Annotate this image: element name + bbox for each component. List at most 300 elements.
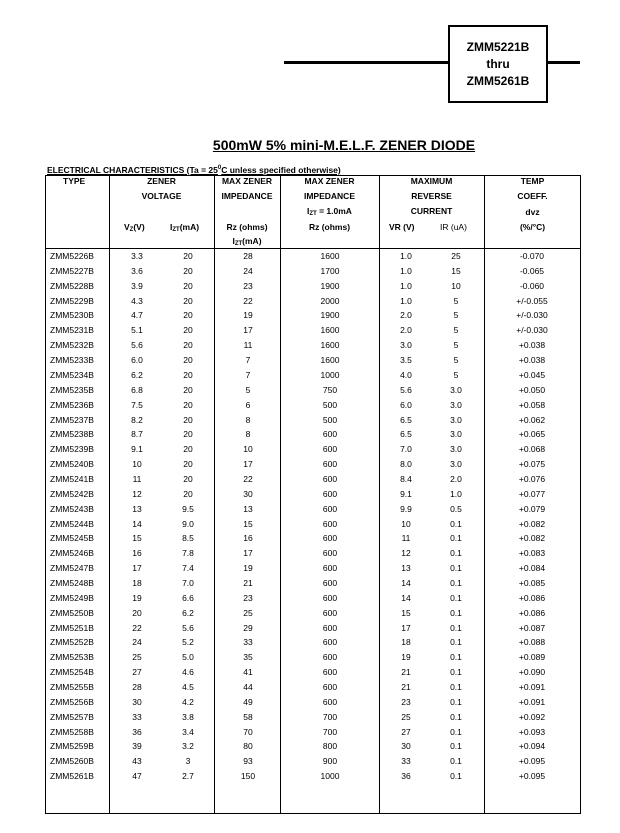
header-rule-left: [284, 61, 448, 64]
cell-vr: 11: [401, 533, 411, 544]
cell-tc: +0.076: [518, 473, 546, 484]
cell-vz: 9.1: [131, 444, 143, 455]
cell-vz: 12: [132, 488, 142, 499]
cell-rz1: 80: [243, 741, 253, 752]
cell-vz: 28: [132, 681, 142, 692]
cell-type: ZMM5235B: [50, 384, 94, 395]
cell-vz: 36: [132, 726, 142, 737]
cell-izt: 20: [183, 444, 193, 455]
cell-rz2: 600: [322, 533, 338, 544]
cell-izt: 7.4: [182, 563, 194, 574]
cell-vr: 36: [401, 771, 411, 782]
cell-rz2: 1600: [320, 355, 340, 365]
cell-ir: 5: [453, 310, 459, 321]
cell-izt: 8.5: [182, 533, 194, 544]
cell-vr: 18: [401, 637, 411, 648]
col-header-temp-l4: (%/°C): [519, 222, 546, 232]
cell-type: ZMM5261B: [50, 771, 94, 782]
col-header-rz2: Rz (ohms): [308, 222, 351, 232]
cell-izt: 20: [183, 399, 193, 410]
cell-rz2: 600: [322, 563, 338, 574]
cell-tc: +0.092: [518, 711, 546, 722]
cell-rz2: 600: [322, 548, 338, 559]
cell-tc: -0.065: [519, 265, 545, 276]
col-divider: [214, 175, 215, 814]
cell-ir: 0.1: [450, 756, 462, 767]
cell-vr: 13: [401, 563, 411, 574]
cell-vz: 43: [132, 756, 142, 767]
cell-rz2: 1000: [320, 369, 340, 380]
cell-type: ZMM5255B: [50, 681, 94, 692]
cell-tc: -0.070: [519, 251, 545, 261]
cell-vr: 25: [401, 711, 411, 722]
cell-tc: +0.087: [518, 622, 546, 633]
cell-vz: 4.7: [131, 310, 143, 321]
cell-rz1: 25: [243, 607, 253, 618]
col-header-imp1-l2: IMPEDANCE: [221, 191, 273, 201]
cell-rz1: 5: [245, 384, 251, 395]
cell-vr: 33: [401, 756, 411, 767]
cell-tc: +0.082: [518, 533, 546, 544]
cell-tc: +0.065: [518, 429, 546, 440]
cell-izt: 3: [185, 756, 191, 767]
cell-tc: +0.068: [518, 444, 546, 455]
cell-ir: 5: [453, 340, 459, 351]
cell-rz2: 2000: [320, 295, 340, 306]
cell-type: ZMM5242B: [50, 488, 94, 499]
cell-tc: +0.084: [518, 563, 546, 574]
cell-rz1: 24: [243, 265, 253, 276]
cell-vz: 13: [132, 503, 142, 514]
cell-izt: 20: [183, 473, 193, 484]
cell-izt: 20: [183, 295, 193, 306]
cell-ir: 0.1: [450, 577, 462, 588]
cell-vr: 1.0: [400, 251, 412, 261]
cell-izt: 20: [183, 429, 193, 440]
cell-tc: +0.045: [518, 369, 546, 380]
cell-vz: 5.1: [131, 325, 143, 336]
cell-rz2: 900: [322, 756, 338, 767]
cell-type: ZMM5247B: [50, 563, 94, 574]
cell-vr: 12: [401, 548, 411, 559]
cell-ir: 0.1: [450, 563, 462, 574]
cell-type: ZMM5249B: [50, 592, 94, 603]
cell-vz: 15: [132, 533, 142, 544]
cell-tc: +0.086: [518, 592, 546, 603]
cell-vz: 33: [132, 711, 142, 722]
cell-vr: 21: [401, 667, 411, 678]
cell-rz2: 1600: [320, 325, 340, 336]
cell-vr: 7.0: [400, 444, 412, 455]
col-header-imp1-l1: MAX ZENER: [221, 176, 273, 186]
cell-type: ZMM5226B: [50, 251, 94, 261]
cell-type: ZMM5227B: [50, 265, 94, 276]
cell-rz1: 6: [245, 399, 251, 410]
cell-vr: 17: [401, 622, 411, 633]
col-header-imp2-cond: IZT = 1.0mA: [307, 206, 352, 217]
cell-ir: 0.1: [450, 518, 462, 529]
col-header-rev-l3: CURRENT: [410, 206, 453, 216]
cell-tc: +/-0.030: [516, 325, 548, 336]
cell-izt: 20: [183, 384, 193, 395]
document-title: 500mW 5% mini-M.E.L.F. ZENER DIODE: [212, 137, 476, 153]
header-rule-right: [548, 61, 580, 64]
cell-vz: 24: [132, 637, 142, 648]
cell-tc: +0.058: [518, 399, 546, 410]
cell-ir: 5: [453, 325, 459, 336]
cell-izt: 20: [183, 340, 193, 351]
cell-rz2: 600: [322, 518, 338, 529]
cell-vr: 30: [401, 741, 411, 752]
cell-izt: 3.4: [182, 726, 194, 737]
cell-vz: 20: [132, 607, 142, 618]
cell-ir: 2.0: [450, 473, 462, 484]
cell-rz2: 600: [322, 607, 338, 618]
cell-ir: 25: [451, 251, 461, 261]
cell-type: ZMM5236B: [50, 399, 94, 410]
ec-title-lead: ELECTRICAL CHARACTERISTICS: [47, 165, 185, 175]
cell-type: ZMM5231B: [50, 325, 94, 336]
cell-ir: 0.1: [450, 696, 462, 707]
col-header-temp-l1: TEMP: [520, 176, 545, 186]
cell-vz: 22: [132, 622, 142, 633]
cell-vr: 19: [401, 652, 411, 663]
cell-rz2: 600: [322, 488, 338, 499]
cell-ir: 0.1: [450, 637, 462, 648]
cell-type: ZMM5234B: [50, 369, 94, 380]
cell-type: ZMM5240B: [50, 459, 94, 469]
cell-type: ZMM5257B: [50, 711, 94, 722]
cell-tc: +0.090: [518, 667, 546, 678]
cell-izt: 20: [183, 265, 193, 276]
cell-vz: 6.2: [131, 369, 143, 380]
cell-tc: -0.060: [519, 280, 545, 291]
cell-rz2: 600: [322, 592, 338, 603]
cell-ir: 0.5: [450, 503, 462, 514]
cell-izt: 20: [183, 459, 193, 469]
cell-vz: 30: [132, 696, 142, 707]
cell-tc: +0.095: [518, 771, 546, 782]
cell-vr: 23: [401, 696, 411, 707]
cell-izt: 20: [183, 251, 193, 261]
cell-tc: +0.091: [518, 681, 546, 692]
cell-rz2: 1600: [320, 251, 340, 261]
cell-vr: 8.0: [400, 459, 412, 469]
col-divider: [484, 175, 485, 814]
cell-rz1: 22: [243, 295, 253, 306]
cell-vz: 18: [132, 577, 142, 588]
col-divider: [280, 175, 281, 814]
cell-ir: 5: [453, 355, 459, 365]
cell-ir: 3.0: [450, 429, 462, 440]
electrical-characteristics-title: [47, 165, 341, 175]
cell-vr: 14: [401, 577, 411, 588]
cell-tc: +0.085: [518, 577, 546, 588]
cell-rz2: 1900: [320, 310, 340, 321]
cell-rz2: 500: [322, 399, 338, 410]
cell-type: ZMM5246B: [50, 548, 94, 559]
cell-izt: 20: [183, 355, 193, 365]
cell-ir: 0.1: [450, 652, 462, 663]
cell-vr: 14: [401, 592, 411, 603]
col-header-vr: VR (V): [389, 222, 415, 232]
cell-vr: 6.0: [400, 399, 412, 410]
cell-izt: 20: [183, 280, 193, 291]
cell-ir: 0.1: [450, 741, 462, 752]
cell-rz1: 8: [245, 429, 251, 440]
cell-tc: +0.079: [518, 503, 546, 514]
cell-tc: +0.093: [518, 726, 546, 737]
col-divider: [379, 175, 380, 814]
cell-rz1: 16: [243, 533, 253, 544]
cell-ir: 0.1: [450, 592, 462, 603]
cell-izt: 5.6: [182, 622, 194, 633]
cell-rz2: 600: [322, 503, 338, 514]
cell-type: ZMM5238B: [50, 429, 94, 440]
cell-izt: 20: [183, 488, 193, 499]
cell-vr: 8.4: [400, 473, 412, 484]
header-separator: [45, 248, 581, 249]
cell-ir: 15: [451, 265, 461, 276]
col-header-vz: VZ(V): [124, 222, 145, 233]
cell-tc: +0.089: [518, 652, 546, 663]
cell-vr: 6.5: [400, 414, 412, 425]
cell-type: ZMM5252B: [50, 637, 94, 648]
cell-type: ZMM5245B: [50, 533, 94, 544]
cell-vr: 1.0: [400, 295, 412, 306]
cell-rz1: 30: [243, 488, 253, 499]
cell-rz1: 17: [243, 459, 253, 469]
cell-vz: 14: [132, 518, 142, 529]
cell-tc: +0.082: [518, 518, 546, 529]
cell-rz2: 1900: [320, 280, 340, 291]
thru-label: thru: [486, 56, 510, 71]
cell-rz2: 600: [322, 652, 338, 663]
cell-izt: 2.7: [182, 771, 194, 782]
cell-izt: 4.2: [182, 696, 194, 707]
cell-vz: 10: [132, 459, 142, 469]
cell-rz1: 8: [245, 414, 251, 425]
cell-tc: +0.050: [518, 384, 546, 395]
cell-ir: 3.0: [450, 444, 462, 455]
col-header-type: TYPE: [63, 176, 86, 186]
cell-tc: +0.088: [518, 637, 546, 648]
cell-type: ZMM5243B: [50, 503, 94, 514]
cell-type: ZMM5250B: [50, 607, 94, 618]
cell-type: ZMM5228B: [50, 280, 94, 291]
cell-vz: 17: [132, 563, 142, 574]
cell-type: ZMM5241B: [50, 473, 94, 484]
cell-vr: 2.0: [400, 310, 412, 321]
cell-type: ZMM5259B: [50, 741, 94, 752]
cell-tc: +0.091: [518, 696, 546, 707]
cell-vz: 8.7: [131, 429, 143, 440]
part-number-box: [448, 25, 548, 103]
cell-vr: 6.5: [400, 429, 412, 440]
ec-title-end: C unless specified otherwise): [221, 165, 341, 175]
cell-rz1: 93: [243, 756, 253, 767]
cell-rz2: 600: [322, 577, 338, 588]
cell-rz1: 11: [243, 340, 253, 351]
cell-rz2: 700: [322, 711, 338, 722]
cell-vz: 7.5: [131, 399, 143, 410]
cell-type: ZMM5248B: [50, 577, 94, 588]
cell-tc: +0.077: [518, 488, 546, 499]
ec-title-tail: (Ta = 25: [184, 165, 218, 175]
cell-izt: 20: [183, 414, 193, 425]
cell-rz2: 600: [322, 622, 338, 633]
cell-vr: 9.1: [400, 488, 412, 499]
col-header-izt: IZT(mA): [170, 222, 200, 233]
cell-izt: 9.5: [182, 503, 194, 514]
cell-izt: 5.0: [182, 652, 194, 663]
cell-type: ZMM5260B: [50, 756, 94, 767]
col-header-ir: IR (uA): [440, 222, 467, 232]
cell-tc: +/-0.030: [516, 310, 548, 321]
cell-izt: 5.2: [182, 637, 194, 648]
cell-ir: 10: [451, 280, 461, 291]
cell-ir: 1.0: [450, 488, 462, 499]
cell-type: ZMM5251B: [50, 622, 94, 633]
cell-tc: +0.094: [518, 741, 546, 752]
cell-ir: 0.1: [450, 771, 462, 782]
cell-vr: 10: [401, 518, 411, 529]
part-number-to: ZMM5261B: [466, 73, 530, 88]
cell-vr: 1.0: [400, 280, 412, 291]
col-header-imp2-l1: MAX ZENER: [304, 176, 355, 186]
cell-ir: 0.1: [450, 711, 462, 722]
cell-tc: +0.038: [518, 340, 546, 351]
cell-type: ZMM5258B: [50, 726, 94, 737]
cell-rz2: 600: [322, 637, 338, 648]
cell-izt: 20: [183, 325, 193, 336]
cell-rz1: 70: [243, 726, 253, 737]
cell-vz: 6.0: [131, 355, 143, 365]
cell-vr: 1.0: [400, 265, 412, 276]
cell-type: ZMM5253B: [50, 652, 94, 663]
cell-vz: 27: [132, 667, 142, 678]
cell-rz1: 58: [243, 711, 253, 722]
cell-izt: 7.8: [182, 548, 194, 559]
cell-izt: 6.2: [182, 607, 194, 618]
cell-ir: 5: [453, 369, 459, 380]
cell-rz2: 600: [322, 444, 338, 455]
cell-tc: +/-0.055: [516, 295, 548, 306]
cell-vz: 25: [132, 652, 142, 663]
cell-rz1: 28: [243, 251, 253, 261]
cell-izt: 6.6: [182, 592, 194, 603]
cell-rz2: 600: [322, 681, 338, 692]
col-header-imp2-l2: IMPEDANCE: [303, 191, 355, 201]
cell-rz1: 44: [243, 681, 253, 692]
cell-tc: +0.083: [518, 548, 546, 559]
cell-rz1: 41: [243, 667, 253, 678]
cell-rz2: 800: [322, 741, 338, 752]
cell-type: ZMM5232B: [50, 340, 94, 351]
cell-type: ZMM5230B: [50, 310, 94, 321]
cell-vz: 3.3: [131, 251, 143, 261]
cell-vr: 2.0: [400, 325, 412, 336]
cell-tc: +0.038: [518, 355, 546, 365]
cell-tc: +0.095: [518, 756, 546, 767]
cell-vz: 47: [132, 771, 142, 782]
cell-rz1: 17: [243, 548, 253, 559]
cell-rz1: 19: [243, 563, 253, 574]
cell-ir: 0.1: [450, 533, 462, 544]
cell-vz: 8.2: [131, 414, 143, 425]
cell-rz1: 15: [243, 518, 253, 529]
cell-rz1: 150: [240, 771, 256, 782]
cell-ir: 3.0: [450, 414, 462, 425]
cell-ir: 3.0: [450, 459, 462, 469]
cell-ir: 3.0: [450, 384, 462, 395]
cell-vr: 21: [401, 681, 411, 692]
cell-vz: 3.6: [131, 265, 143, 276]
ec-degree-mark: 0: [217, 165, 222, 172]
col-header-rev-l1: MAXIMUM: [410, 176, 453, 186]
cell-ir: 0.1: [450, 548, 462, 559]
cell-rz2: 500: [322, 414, 338, 425]
cell-ir: 5: [453, 295, 459, 306]
col-header-rev-l2: REVERSE: [411, 191, 452, 201]
cell-vz: 39: [132, 741, 142, 752]
cell-ir: 0.1: [450, 667, 462, 678]
cell-type: ZMM5237B: [50, 414, 94, 425]
cell-izt: 3.2: [182, 741, 194, 752]
cell-vz: 5.6: [131, 340, 143, 351]
cell-rz1: 33: [243, 637, 253, 648]
col-header-rz1: Rz (ohms): [226, 222, 268, 232]
cell-ir: 3.0: [450, 399, 462, 410]
col-header-rz1-cond: IZT(mA): [232, 236, 262, 247]
cell-tc: +0.062: [518, 414, 546, 425]
cell-vz: 16: [132, 548, 142, 559]
cell-rz1: 29: [243, 622, 253, 633]
cell-rz1: 35: [243, 652, 253, 663]
cell-rz1: 23: [243, 592, 253, 603]
cell-rz1: 49: [243, 696, 253, 707]
cell-type: ZMM5244B: [50, 518, 94, 529]
cell-rz2: 750: [322, 384, 338, 395]
cell-ir: 0.1: [450, 726, 462, 737]
col-header-temp-l2: COEFF.: [517, 191, 548, 201]
cell-ir: 0.1: [450, 622, 462, 633]
cell-vz: 11: [132, 473, 142, 484]
cell-rz1: 19: [243, 310, 253, 321]
cell-vz: 6.8: [131, 384, 143, 395]
cell-izt: 9.0: [182, 518, 194, 529]
cell-vr: 5.6: [400, 384, 412, 395]
cell-vr: 4.0: [400, 369, 412, 380]
cell-rz1: 17: [243, 325, 253, 336]
cell-rz1: 7: [245, 355, 251, 365]
cell-izt: 20: [183, 310, 193, 321]
cell-rz2: 600: [322, 473, 338, 484]
cell-rz2: 600: [322, 459, 338, 469]
cell-vr: 9.9: [400, 503, 412, 514]
cell-rz2: 600: [322, 667, 338, 678]
cell-rz2: 1000: [320, 771, 340, 782]
cell-rz2: 1600: [320, 340, 340, 351]
cell-rz2: 700: [322, 726, 338, 737]
cell-vr: 15: [401, 607, 411, 618]
cell-izt: 7.0: [182, 577, 194, 588]
cell-ir: 0.1: [450, 681, 462, 692]
cell-type: ZMM5256B: [50, 696, 94, 707]
part-number-from: ZMM5221B: [466, 39, 530, 54]
cell-vz: 19: [132, 592, 142, 603]
cell-rz2: 1700: [320, 265, 340, 276]
